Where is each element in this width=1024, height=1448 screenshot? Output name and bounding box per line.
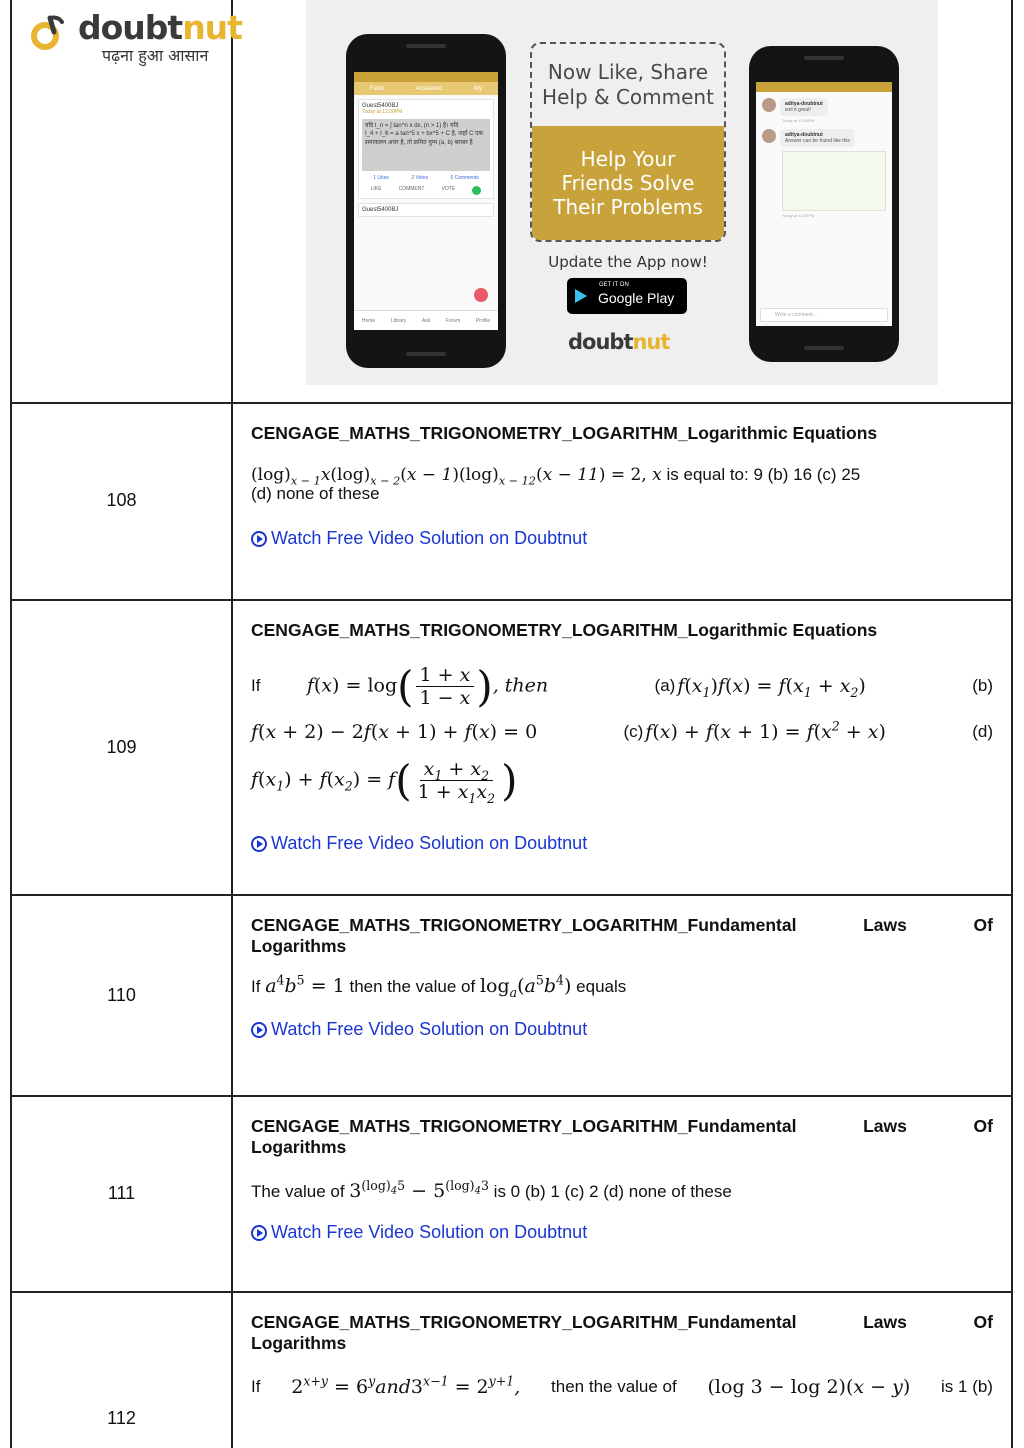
play-circle-icon [251,1225,267,1241]
feed-tabs: Feed Answered My [354,82,498,95]
google-play-icon [575,289,587,303]
chat-message: aditya-doubtnut Answer can be found like this [762,129,886,147]
question-title: CENGAGE_MATHS_TRIGONOMETRY_LOGARITHM_Logarithmic Equations [251,620,878,640]
question-image: यदि I_n = ∫ tan^n x dx, (n > 1) है। यदि I_4 + I_6 = a tan^5 x + bx^5 + C है, जहाँ C एक समाकलन अचर है, तो क्रमित युग्म (a, b) बराबर है [362,119,490,171]
phone-screen-chat: aditya-doubtnut isnt it great! Today at 12:50PM aditya-doubtnut Answer can be found like this Today at 12:50PM Write a comment... [756,82,892,326]
avatar [762,129,776,143]
row-divider [10,599,1013,601]
feed-post: Guest5400BJ Today at 12:50PM यदि I_n = ∫ tan^n x dx, (n > 1) है। यदि I_4 + I_6 = a tan^5 x + bx^5 + C है, जहाँ C एक समाकलन अचर है, तो क्रमित युग्म (a, b) बराबर है 1 Likes 2 Votes 0 Comments LIKE COMMENT VOTE [358,99,494,199]
question-text: If $a^4b^5 = 1$ then the value of $\log_a(a^5b^4)$ equals [251,972,627,1000]
watch-video-link[interactable]: Watch Free Video Solution on Doubtnut [251,833,993,854]
logo-wordmark: doubtnut [78,8,242,47]
phone-mockup-feed [346,34,506,368]
play-circle-icon [251,1022,267,1038]
question-title: CENGAGE_MATHS_TRIGONOMETRY_LOGARITHM_Logarithmic Equations [251,423,878,443]
chat-message: aditya-doubtnut isnt it great! [762,98,886,116]
phone-screen-feed [354,72,498,330]
app-promo-banner[interactable] [306,0,938,385]
play-circle-icon [251,531,267,547]
doubtnut-logo-icon [28,12,68,52]
question-title: CENGAGE_MATHS_TRIGONOMETRY_LOGARITHM_Fundamental Laws Of Logarithms [251,1312,993,1353]
watch-video-link[interactable]: Watch Free Video Solution on Doubtnut [251,528,993,549]
question-text: The value of $3^{(log)_45} - 5^{(log)_43}$ is 0 (b) 1 (c) 2 (d) none of these [251,1177,732,1202]
question-cell [251,1116,993,1243]
question-text: $(\log)_{x - 1}x(\log)_{x - 2}(x - 1)(\log)_{x - 12}(x - 11) = 2$, x is equal to: 9 (b) 16 (c) 25 [251,465,861,488]
question-number: 110 [107,985,136,1005]
update-app-text: Update the App now! [548,253,708,271]
avatar [762,98,776,112]
question-cell: CENGAGE_MATHS_TRIGONOMETRY_LOGARITHM_Logarithmic Equations $(\log)_{x - 1}x(\log)_{x - 2}(x - 1)(\log)_{x - 12}(x - 11) = 2$, x is equal to: 9 (b) 16 (c) 25 (d) none of these Watch Free Video Solution on Doubtnut [251,423,993,549]
fab-button-icon [474,288,488,302]
doubtnut-logo [28,8,242,66]
watch-video-link[interactable]: Watch Free Video Solution on Doubtnut [251,1222,993,1243]
phone-mockup-chat [749,46,899,362]
promo-card: Now Like, Share Help & Comment Help Your Friends Solve Their Problems [530,42,726,242]
question-cell [251,1312,993,1398]
question-text: If $2^{x+y} = 6^yand3^{x-1} = 2^{y+1}$, then the value of (log 3 − log 2)(x − y) is 1 (b) [251,1373,993,1398]
row-divider [10,1291,1013,1293]
question-equation: $(\log)_{x - 1}x(\log)_{x - 2}(x - 1)(\log)_{x - 12}(x - 11) = 2$, x [251,465,662,488]
question-cell [251,915,993,1040]
banner-logo: doubtnut [568,330,670,354]
answer-image [782,151,886,211]
logo-tagline: पढ़ना हुआ आसान [102,46,209,65]
row-divider [10,894,1013,896]
table-border-right [1011,0,1013,1448]
question-cell: CENGAGE_MATHS_TRIGONOMETRY_LOGARITHM_Logarithmic Equations If f(x) = log( $\frac{1 + x}{1 - x}$ ), then (a) $f(x_1)f(x) = f(x_1 + x_2)$ (b) f(x + 2) − 2f(x + 1) + f(x) = 0 (c) $f(x) + f(x + 1) = f(x^2 + x)$ (d) $f(x_1) + f(x_2) = f$( $\frac{x_1 + x_2}{1 + x_1x_2}$ ) Watch Free Video Solution on Doubtnut [251,620,993,853]
table-border-left [10,0,12,1448]
play-circle-icon [251,836,267,852]
google-play-button[interactable]: GET IT ON Google Play [567,278,687,314]
feed-post: Guest5400BJ [358,203,494,217]
row-divider [10,402,1013,404]
comment-input: Write a comment... [760,308,888,322]
question-number: 112 [107,1408,136,1428]
question-title: CENGAGE_MATHS_TRIGONOMETRY_LOGARITHM_Fundamental Laws Of Logarithms [251,915,993,956]
phone-bottom-nav: Home Library Ask Forum Profile [354,310,498,330]
whatsapp-icon [472,186,481,195]
question-number: 108 [106,490,137,510]
question-title: CENGAGE_MATHS_TRIGONOMETRY_LOGARITHM_Fundamental Laws Of Logarithms [251,1116,993,1157]
watch-video-link[interactable]: Watch Free Video Solution on Doubtnut [251,1019,993,1040]
question-number: 109 [106,737,137,757]
table-border-middle [231,0,233,1448]
row-divider [10,1095,1013,1097]
question-number: 111 [107,1183,136,1203]
